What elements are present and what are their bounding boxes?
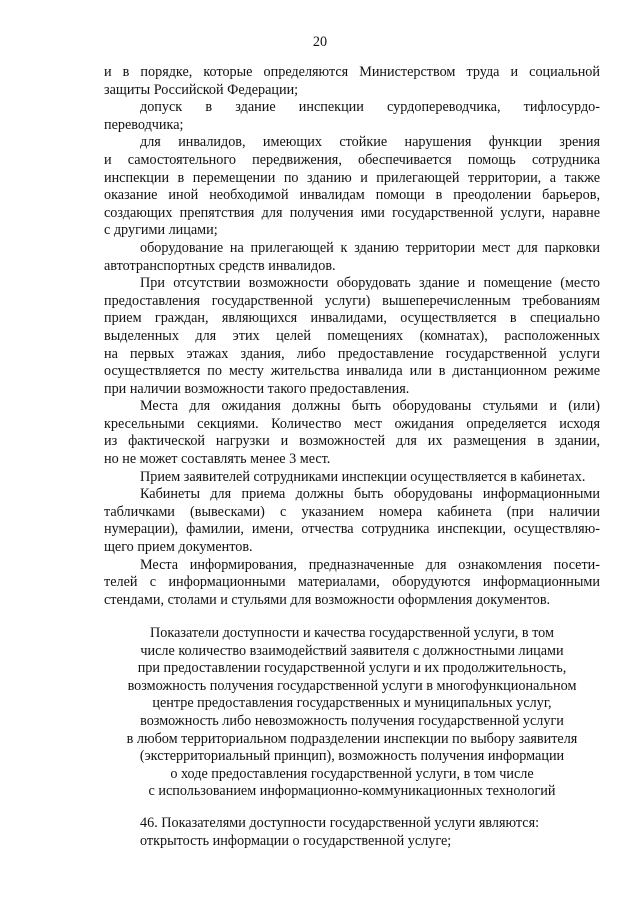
text-line: допуск в здание инспекции сурдопереводчика, тифлосурдо- — [140, 99, 600, 116]
text-line: инспекции в перемещении по зданию и прилегающей территории, а также — [104, 169, 600, 186]
heading-line: возможность либо невозможность получения государственной услуги — [140, 712, 564, 729]
text-line: и в порядке, которые определяются Министерством труда и социальной — [104, 64, 600, 80]
text-line: Места для ожидания должны быть оборудованы стульями и (или) — [140, 398, 600, 415]
text-line: Прием заявителей сотрудниками инспекции осуществляется в кабинетах. — [140, 468, 586, 485]
text-line: из фактической нагрузки и возможностей для их размещения в здании, — [104, 433, 600, 450]
heading-line: Показатели доступности и качества государственной услуги, в том — [150, 625, 554, 641]
text-line: но не может составлять менее 3 мест. — [104, 451, 331, 468]
text-line: предоставления государственной услуги) вышеперечисленным требованиям — [104, 292, 600, 309]
text-line: оборудование на прилегающей к зданию территории мест для парковки — [140, 239, 600, 256]
text-line: стендами, столами и стульями для возможности оформления документов. — [104, 591, 551, 608]
text-line: и самостоятельного передвижения, обеспечивается помощь сотрудника — [104, 151, 600, 168]
text-line: нумерации), фамилии, имени, отчества сотрудника инспекции, осуществляю- — [104, 521, 600, 538]
text-line: кресельными секциями. Количество мест ожидания определяется исходя — [104, 415, 600, 432]
text-line: с другими лицами; — [104, 222, 218, 239]
text-line: на первых этажах здания, либо предоставление государственной услуги — [104, 345, 600, 362]
text-line: Места информирования, предназначенные для ознакомления посети- — [140, 556, 600, 573]
text-line: табличками (вывесками) с указанием номера кабинета (при наличии — [104, 503, 600, 520]
text-line: осуществляется по месту жительства инвалида или в дистанционном режиме — [104, 363, 600, 380]
section-heading — [104, 625, 600, 801]
text-line: выделенных для этих целей помещениях (комнатах), расположенных — [104, 327, 600, 344]
text-line: При отсутствии возможности оборудовать здание и помещение (место — [140, 275, 600, 292]
section-46-text — [104, 815, 600, 850]
page-number: 20 — [312, 34, 328, 50]
text-line: оказание иной необходимой инвалидам помощи в преодолении барьеров, — [104, 187, 600, 204]
text-line: прием граждан, являющихся инвалидами, осуществляется в специально — [104, 310, 600, 327]
text-line: открытость информации о государственной услуге; — [140, 832, 452, 849]
text-line: при наличии возможности такого предоставления. — [104, 380, 410, 397]
text-line: Кабинеты для приема должны быть оборудованы информационными — [140, 486, 600, 503]
text-line: для инвалидов, имеющих стойкие нарушения функции зрения — [140, 134, 600, 151]
text-line: телей с информационными материалами, оборудуются информационными — [104, 574, 600, 591]
heading-line: о ходе предоставления государственной услуги, в том числе — [170, 765, 534, 782]
heading-line: числе количество взаимодействий заявителя с должностными лицами — [140, 642, 564, 659]
text-line: переводчика; — [104, 116, 184, 133]
text-line: щего прием документов. — [104, 539, 253, 556]
text-line: 46. Показателями доступности государственной услуги являются: — [140, 815, 540, 831]
accessibility-requirements-text — [104, 64, 600, 609]
text-line: защиты Российской Федерации; — [104, 81, 299, 98]
heading-line: в любом территориальном подразделении инспекции по выбору заявителя — [126, 730, 578, 747]
text-line: автотранспортных средств инвалидов. — [104, 257, 336, 274]
heading-line: центре предоставления государственных и муниципальных услуг, — [152, 695, 552, 712]
text-line: создающих препятствия для получения ими государственной услуги, наравне — [104, 204, 600, 221]
heading-line: (экстерриториальный принцип), возможность получения информации — [139, 748, 565, 765]
heading-line: возможность получения государственной услуги в многофункциональном — [127, 677, 577, 694]
heading-line: с использованием информационно-коммуникационных технологий — [148, 783, 556, 800]
heading-line: при предоставлении государственной услуги и их продолжительность, — [137, 660, 567, 677]
